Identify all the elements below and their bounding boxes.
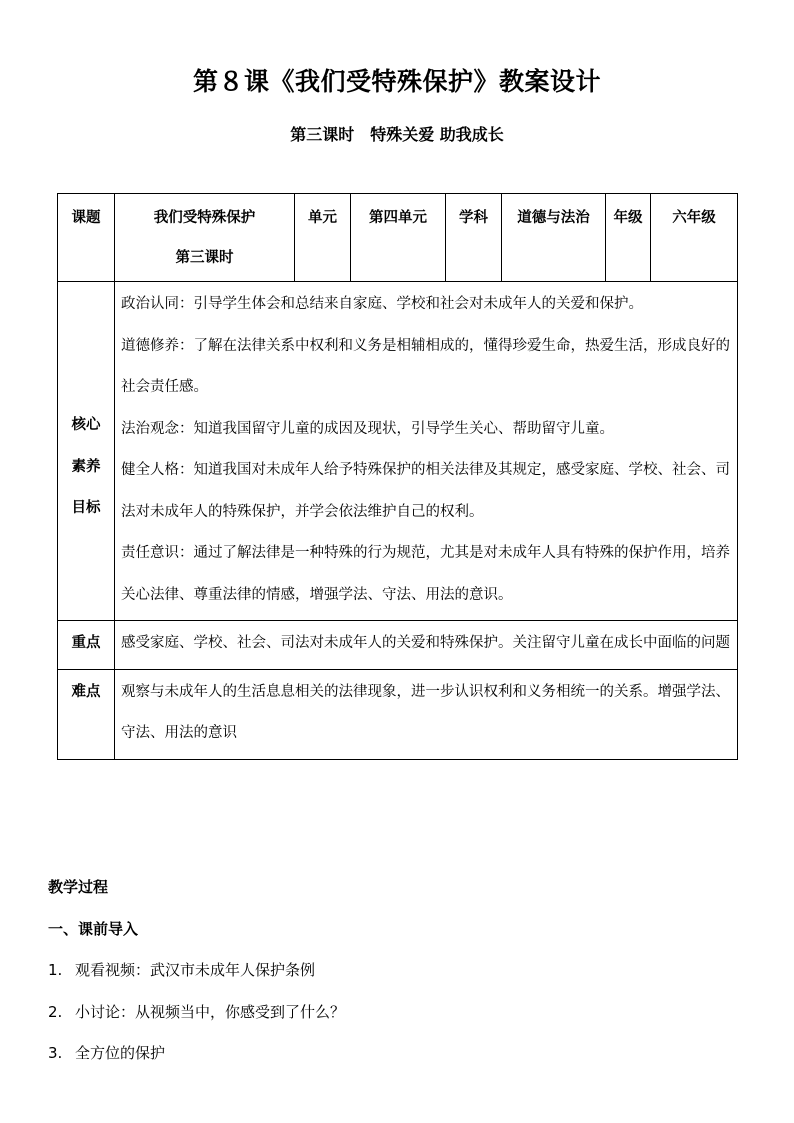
core-label-line-1: 核心 — [71, 417, 101, 433]
list-item-number: 1. — [48, 961, 63, 979]
core-goal-item: 法治观念：知道我国留守儿童的成因及现状，引导学生关心、帮助留守儿童。 — [121, 420, 614, 437]
lesson-info-table — [57, 193, 738, 760]
core-goals-content — [115, 282, 738, 621]
topic-line-2: 第三课时 — [175, 250, 234, 266]
grade-label: 年级 — [606, 194, 651, 282]
list-item-number: 3. — [48, 1044, 63, 1062]
core-label-line-2: 素养 — [71, 458, 101, 475]
unit-label: 单元 — [295, 194, 351, 282]
list-item-number: 2. — [48, 1003, 63, 1021]
process-heading: 教学过程 — [48, 878, 109, 896]
section-heading-intro: 一、课前导入 — [48, 920, 139, 938]
core-label-line-3: 目标 — [71, 500, 101, 516]
core-goals-label — [58, 282, 115, 621]
topic-label: 课题 — [58, 194, 115, 282]
list-item-text: 观看视频：武汉市未成年人保护条例 — [75, 961, 316, 979]
table-header-row — [58, 194, 738, 282]
list-item — [48, 1042, 165, 1063]
topic-line-1: 我们受特殊保护 — [153, 210, 256, 226]
core-goal-item: 健全人格：知道我国对未成年人给予特殊保护的相关法律及其规定，感受家庭、学校、社会、司法对未成年人的特殊保护，并学会依法维护自己的权利。 — [121, 462, 730, 520]
unit-value: 第四单元 — [351, 194, 446, 282]
key-point-row — [58, 621, 738, 670]
core-goals-row — [58, 282, 738, 621]
difficulty-text: 观察与未成年人的生活息息相关的法律现象，进一步认识权利和义务相统一的关系。增强学法、守法、用法的意识 — [115, 669, 738, 759]
list-item-text: 全方位的保护 — [75, 1044, 166, 1062]
subject-label: 学科 — [446, 194, 502, 282]
key-point-text: 感受家庭、学校、社会、司法对未成年人的关爱和特殊保护。关注留守儿童在成长中面临的问题 — [115, 621, 738, 670]
topic-value — [115, 194, 295, 282]
key-point-label: 重点 — [58, 621, 115, 670]
core-goal-item: 政治认同：引导学生体会和总结来自家庭、学校和社会对未成年人的关爱和保护。 — [121, 296, 643, 312]
difficulty-label: 难点 — [58, 669, 115, 759]
document-subtitle: 第三课时 特殊关爱 助我成长 — [290, 125, 504, 144]
list-item — [48, 959, 315, 980]
subject-value: 道德与法治 — [502, 194, 606, 282]
list-item — [48, 1001, 345, 1022]
list-item-text: 小讨论：从视频当中，你感受到了什么？ — [75, 1003, 346, 1021]
core-goal-item: 责任意识：通过了解法律是一种特殊的行为规范，尤其是对未成年人具有特殊的保护作用，培养关心法律、尊重法律的情感，增强学法、守法、用法的意识。 — [121, 545, 730, 603]
document-title: 第８课《我们受特殊保护》教案设计 — [192, 67, 601, 96]
core-goal-item: 道德修养：了解在法律关系中权利和义务是相辅相成的，懂得珍爱生命，热爱生活，形成良好的社会责任感。 — [121, 337, 730, 395]
difficulty-row — [58, 669, 738, 759]
grade-value: 六年级 — [651, 194, 738, 282]
